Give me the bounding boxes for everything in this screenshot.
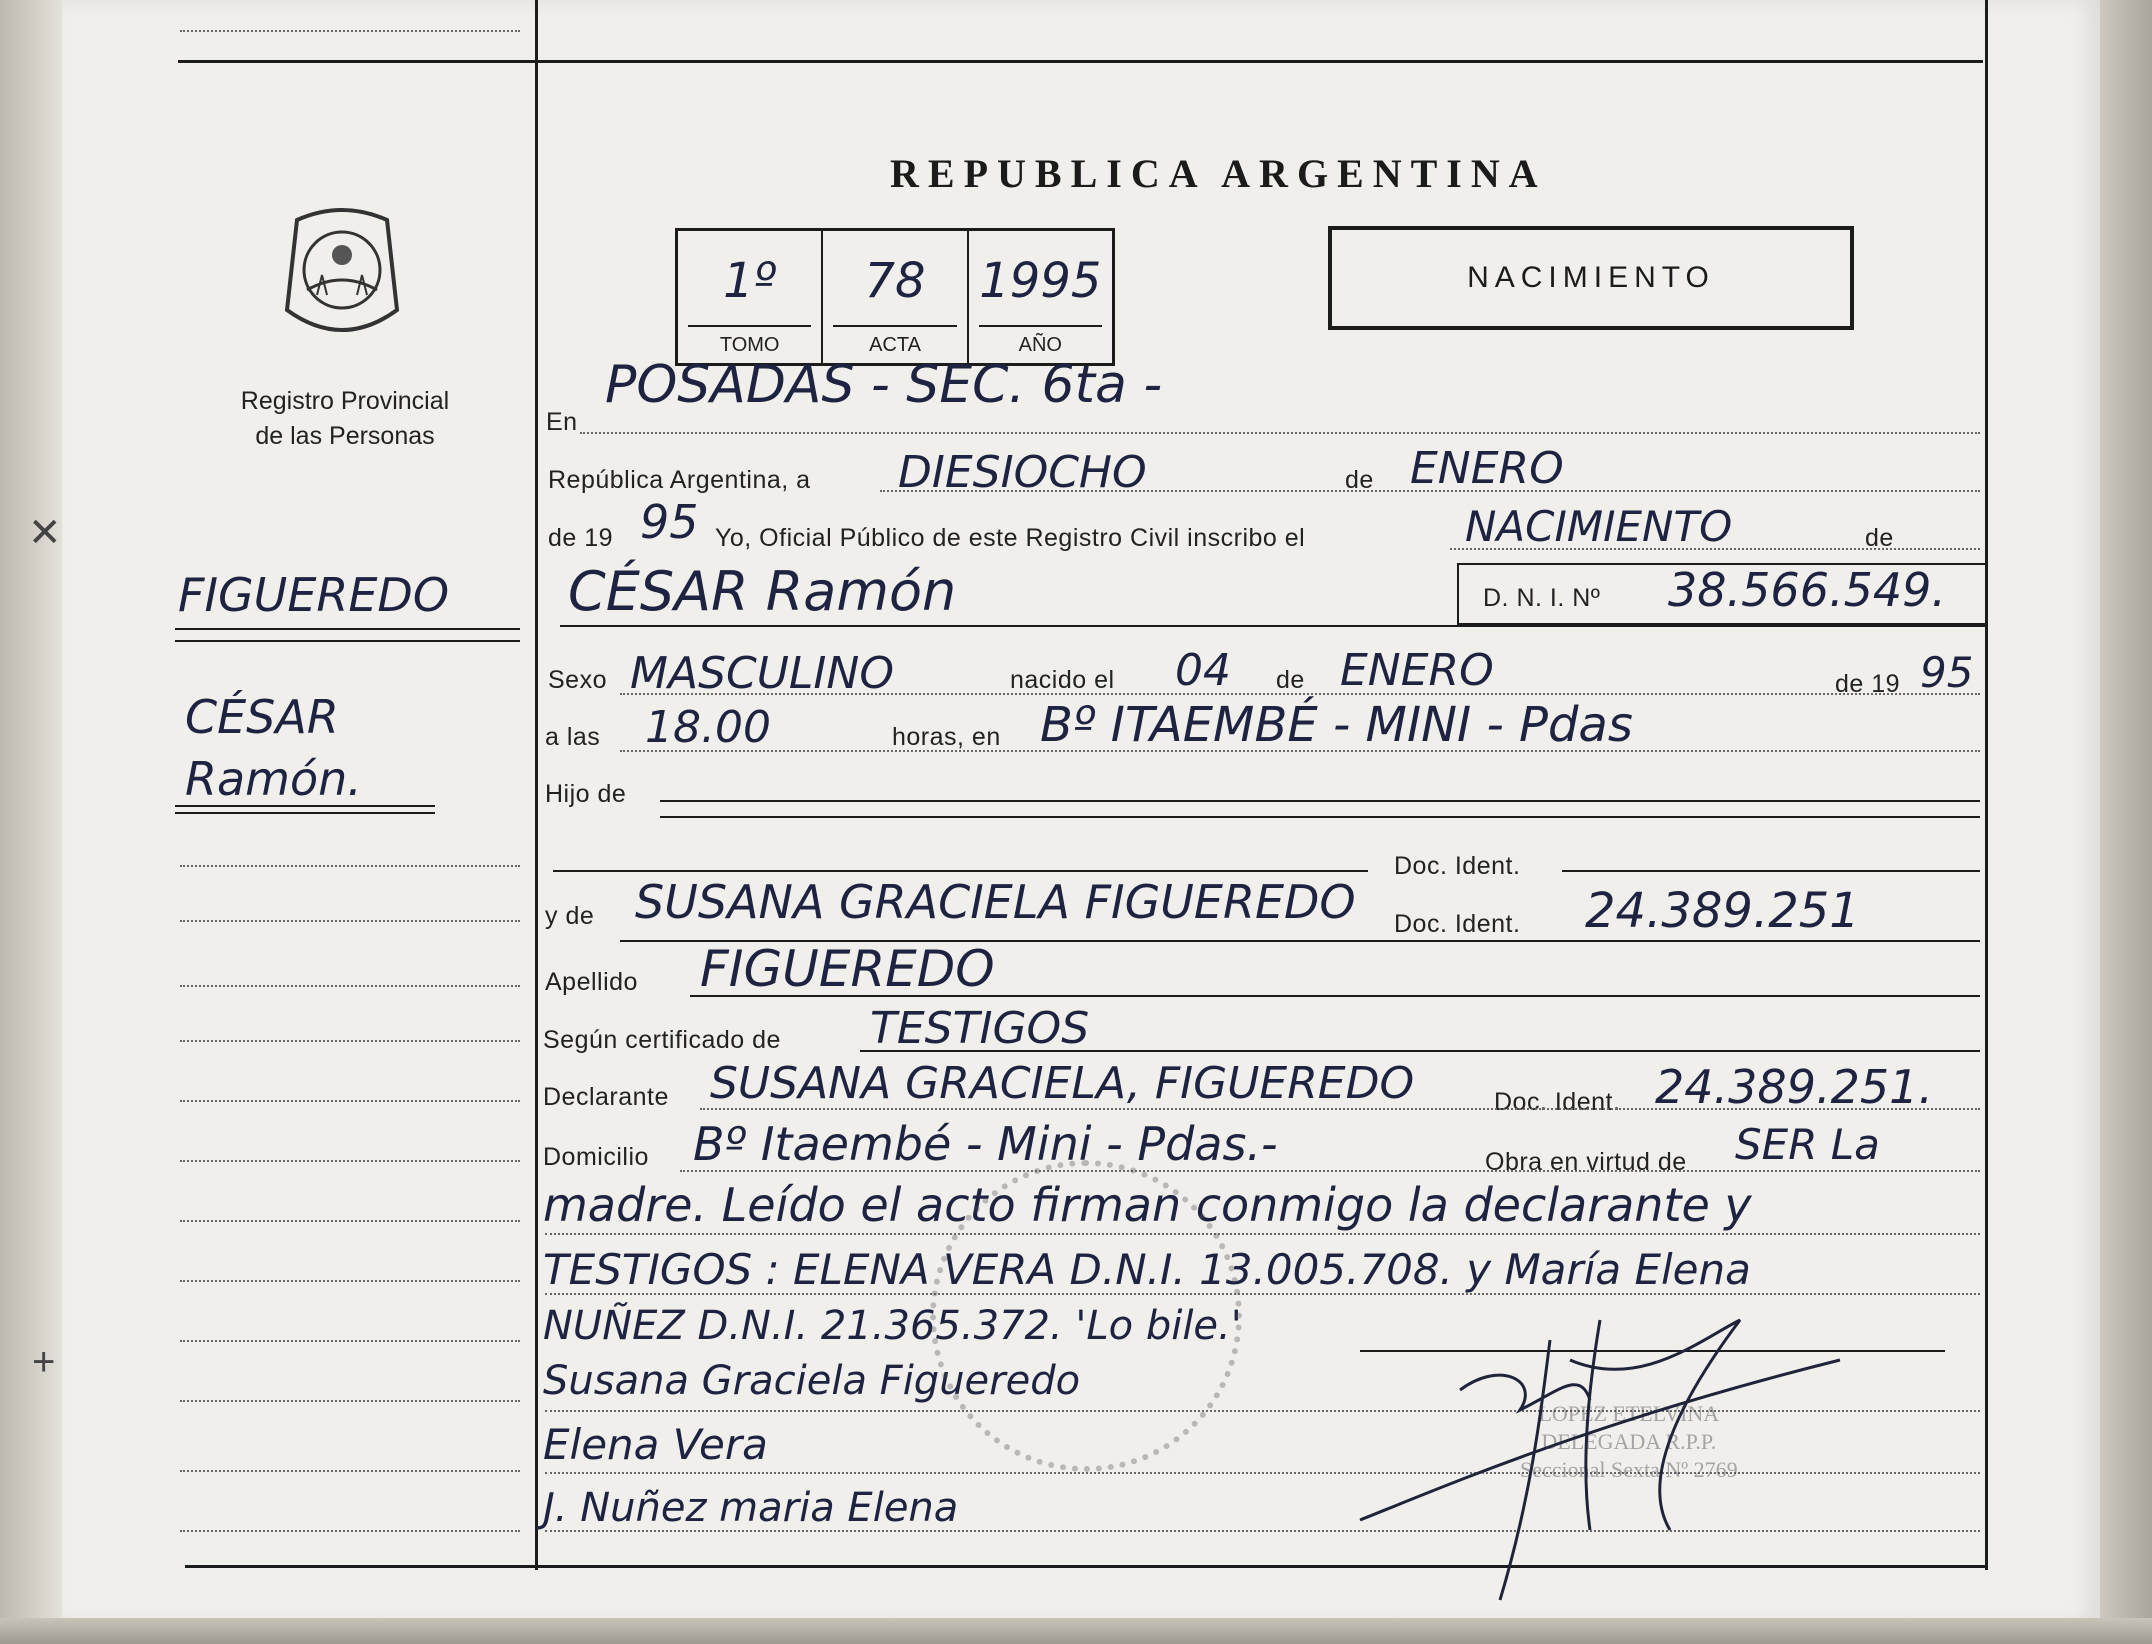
signature-testigo2: J. Nuñez maria Elena (543, 1485, 959, 1531)
margin-dotline (180, 985, 520, 987)
entry-nombre: CÉSAR Ramón (568, 560, 957, 623)
entry-madre: SUSANA GRACIELA FIGUEREDO (635, 875, 1356, 929)
margin-dotline (180, 865, 520, 867)
entry-nacido-mes: ENERO (1340, 645, 1494, 696)
registry-number-box (675, 228, 1115, 366)
entry-dni: 38.566.549. (1668, 563, 1946, 617)
label-yo-oficial: Yo, Oficial Público de este Registro Civil inscribo el (715, 524, 1306, 552)
act-type-box: NACIMIENTO (1328, 226, 1854, 330)
book-binding (0, 0, 62, 1644)
top-rule (178, 60, 1983, 63)
entry-declarante: SUSANA GRACIELA, FIGUEREDO (710, 1058, 1415, 1109)
label-domicilio: Domicilio (543, 1143, 649, 1171)
margin-dotline (180, 1470, 520, 1472)
official-signature (1340, 1300, 1860, 1620)
entry-sexo: MASCULINO (630, 648, 894, 699)
anio-cell (969, 231, 1112, 363)
label-de: de (1345, 466, 1374, 494)
label-sexo: Sexo (548, 666, 607, 694)
entry-texto1: madre. Leído el acto firman conmigo la declarante y (543, 1178, 1752, 1232)
stamp-line2: DELEGADA R.P.P. (1541, 1429, 1717, 1454)
signature-testigo1: Elena Vera (543, 1420, 768, 1469)
bottom-edge (0, 1618, 2152, 1644)
label-y-de: y de (545, 902, 595, 930)
label-apellido: Apellido (545, 968, 638, 996)
margin-given1: CÉSAR (185, 690, 339, 744)
cover-edge (2100, 0, 2152, 1644)
entry-texto2: TESTIGOS : ELENA VERA D.N.I. 13.005.708. y María Elena (543, 1245, 1751, 1294)
margin-dotline (180, 1220, 520, 1222)
label-horas-en: horas, en (892, 723, 1001, 751)
margin-dotline (180, 1040, 520, 1042)
label-declarante: Declarante (543, 1083, 669, 1111)
label-de2: de (1865, 524, 1894, 552)
signature-declarante: Susana Graciela Figueredo (543, 1358, 1081, 1404)
stamp-line3: Seccional Sexta Nº 2769 (1520, 1457, 1738, 1482)
label-doc-ident3: Doc. Ident. (1494, 1088, 1621, 1116)
margin-dotline (180, 1280, 520, 1282)
entry-apellido: FIGUEREDO (700, 940, 995, 998)
margin-dotline (180, 1340, 520, 1342)
entry-declarante-doc: 24.389.251. (1655, 1060, 1933, 1114)
label-a-las: a las (545, 723, 601, 751)
right-rule (1985, 0, 1988, 1570)
label-dni: D. N. I. Nº (1483, 584, 1601, 612)
provincia-misiones-seal-icon (277, 200, 407, 350)
margin-dotline (180, 920, 520, 922)
registry-name (170, 384, 520, 454)
label-en: En (546, 408, 578, 436)
acta-label: ACTA (869, 334, 921, 356)
registry-round-stamp (930, 1160, 1242, 1472)
entry-hora: 18.00 (645, 702, 771, 753)
entry-certificado: TESTIGOS (870, 1003, 1090, 1054)
margin-dotline (180, 1400, 520, 1402)
staple-icon: + (32, 1340, 56, 1384)
entry-dia: DIESIOCHO (898, 447, 1147, 498)
label-obra: Obra en virtud de (1485, 1148, 1687, 1176)
tomo-cell (678, 231, 823, 363)
entry-mes: ENERO (1410, 443, 1564, 494)
stamp-line1: LOPEZ ETELVINA (1538, 1401, 1720, 1426)
margin-surname: FIGUEREDO (178, 568, 450, 622)
tomo-value: 1º (723, 253, 777, 309)
acta-cell (823, 231, 968, 363)
tomo-label: TOMO (719, 334, 780, 356)
margin-dotline (180, 1160, 520, 1162)
label-hijo-de: Hijo de (545, 780, 627, 808)
entry-lugar-nac: Bº ITAEMBÉ - MINI - Pdas (1040, 697, 1633, 753)
entry-nacido-dia: 04 (1175, 645, 1231, 696)
label-republica: República Argentina, a (548, 466, 811, 494)
label-doc-ident2: Doc. Ident. (1394, 910, 1521, 938)
label-de3: de (1276, 666, 1305, 694)
entry-obra: SER La (1735, 1120, 1880, 1169)
entry-domicilio: Bº Itaembé - Mini - Pdas.- (693, 1117, 1278, 1171)
entry-texto3: NUÑEZ D.N.I. 21.365.372. 'Lo bile.' (543, 1303, 1242, 1349)
acta-value: 78 (864, 253, 926, 309)
entry-madre-doc: 24.389.251 (1585, 883, 1860, 939)
label-de19: de 19 (548, 524, 614, 552)
entry-anio: 95 (640, 495, 699, 549)
margin-dotline (180, 1100, 520, 1102)
anio-label: AÑO (1018, 334, 1062, 356)
label-doc-ident: Doc. Ident. (1394, 852, 1521, 880)
registry-line2: de las Personas (255, 422, 435, 450)
staple-icon: ✕ (28, 511, 62, 555)
label-nacido: nacido el (1010, 666, 1115, 694)
label-segun: Según certificado de (543, 1026, 781, 1054)
entry-acto: NACIMIENTO (1465, 502, 1733, 551)
label-de19b: de 19 (1835, 670, 1901, 698)
registry-line1: Registro Provincial (240, 387, 450, 415)
entry-nacido-anio: 95 (1920, 648, 1974, 697)
margin-divider (535, 0, 538, 1570)
country-title: REPUBLICA ARGENTINA (890, 151, 1547, 196)
margin-dotline (180, 30, 520, 32)
entry-lugar: POSADAS - SEC. 6ta - (605, 355, 1163, 415)
margin-dotline (180, 1530, 520, 1532)
anio-value: 1995 (979, 253, 1102, 309)
margin-given2: Ramón. (185, 752, 362, 806)
